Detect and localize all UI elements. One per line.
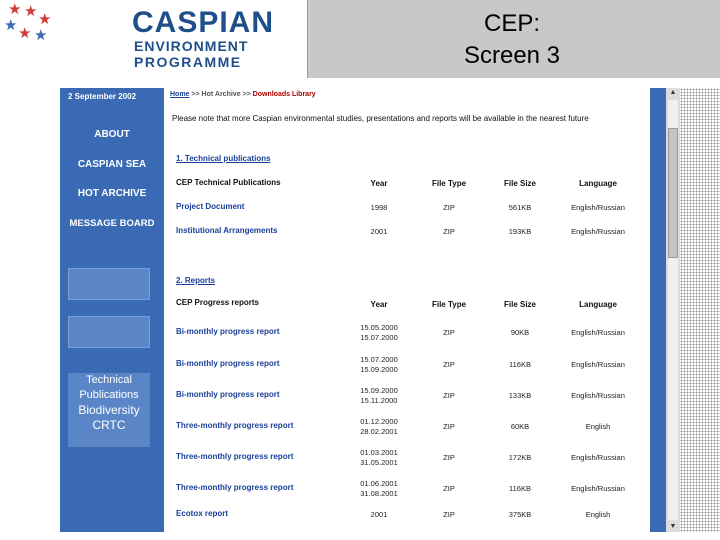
table-row-name[interactable]: Ecotox report (176, 509, 229, 518)
col-file-size: File Size (503, 179, 536, 188)
breadcrumb: Home >> Hot Archive >> Downloads Library (170, 91, 316, 98)
nav-blank-box-1[interactable] (68, 268, 150, 300)
notice-text: Please note that more Caspian environmental studies, presentations and reports will be available in the nearest future (172, 114, 589, 123)
table-row-name[interactable]: Three-monthly progress report (176, 483, 294, 492)
col-language: Language (579, 300, 617, 309)
logo-stars-icon: ★ ★ ★ ★ ★ ★ (4, 0, 52, 44)
col-file-type: File Type (431, 300, 467, 309)
right-border-bar (650, 88, 666, 532)
left-nav (60, 88, 164, 532)
table-row-name[interactable]: Three-monthly progress report (176, 421, 294, 430)
logo-line-environment: ENVIRONMENT (134, 38, 249, 54)
table-row-name[interactable]: Bi-monthly progress report (176, 327, 280, 336)
slide-header (0, 0, 720, 78)
col-file-type: File Type (431, 179, 467, 188)
section-reports-heading: CEP Progress reports (176, 298, 259, 307)
logo-line-caspian: CASPIAN (132, 6, 275, 39)
link-technical[interactable]: Technical (86, 374, 132, 386)
table-row-name[interactable]: Institutional Arrangements (176, 226, 278, 235)
link-publications[interactable]: Publications (79, 389, 139, 401)
table-row-name[interactable]: Three-monthly progress report (176, 452, 294, 461)
side-links-box (68, 373, 150, 447)
website-screenshot (60, 88, 680, 532)
cep-logo (0, 0, 308, 78)
table-row-name[interactable]: Bi-monthly progress report (176, 390, 280, 399)
scroll-up-icon[interactable]: ▲ (669, 89, 677, 96)
section-technical-heading: CEP Technical Publications (176, 178, 281, 187)
col-file-size: File Size (503, 300, 536, 309)
nav-hot-archive[interactable]: HOT ARCHIVE (77, 188, 147, 199)
page-date: 2 September 2002 (68, 92, 137, 101)
table-row-name[interactable]: Bi-monthly progress report (176, 359, 280, 368)
section-technical-title: 1. Technical publications (176, 154, 271, 163)
breadcrumb-home[interactable]: Home (170, 91, 190, 98)
scrollbar-thumb[interactable] (668, 128, 678, 258)
link-biodiversity[interactable]: Biodiversity (78, 403, 140, 417)
slide-title: CEP: Screen 3 (463, 10, 561, 69)
nav-about[interactable]: ABOUT (94, 129, 130, 140)
decorative-pattern (680, 88, 720, 532)
col-year: Year (370, 300, 388, 309)
nav-message-board[interactable]: MESSAGE BOARD (69, 218, 155, 229)
breadcrumb-current: Downloads Library (252, 91, 316, 98)
section-reports-title: 2. Reports (176, 276, 216, 285)
downloads-content: Home >> Hot Archive >> Downloads Library Please note that more Caspian environmental studies, presentations and reports will be available in the nearest future 1. Technical publications CEP Technical Publications Year File Type File Size Language Project Document 1998 ZIP 561KB English/Russian Institutional Arrangements 2001 ZIP 193KB English/Russian 2. Reports CEP Progress reports Year File Type File Size Language Bi-monthly progress report 15.05.2000 15.07.2000 ZIP 90KB English/Russian Bi-monthly progress report 15.07.2000 15.09.2000 ZIP 116KB English/Russian Bi-monthly progress report 15.09.2000 15.11.2000 ZIP 133KB English/Russian Three-monthly progress report 01.12.2000 28.02.2001 ZIP 60KB English Three-monthly progress report 01.03.2001 31.05.2001 ZIP 172KB English/Russian Three-monthly progress report 01.06.2001 31.08.2001 ZIP 116KB English/Russian Ecotox report 2001 ZIP 375KB English (164, 88, 650, 532)
link-crtc[interactable]: CRTC (92, 418, 126, 432)
col-year: Year (370, 179, 388, 188)
logo-line-programme: PROGRAMME (134, 54, 242, 70)
col-language: Language (579, 179, 617, 188)
vertical-scrollbar[interactable] (666, 88, 680, 532)
breadcrumb-hot-archive[interactable]: Hot Archive (201, 91, 241, 98)
scroll-down-icon[interactable]: ▼ (669, 523, 677, 530)
nav-caspian-sea[interactable]: CASPIAN SEA (77, 159, 147, 170)
nav-blank-box-2[interactable] (68, 316, 150, 348)
table-row-name[interactable]: Project Document (176, 202, 245, 211)
